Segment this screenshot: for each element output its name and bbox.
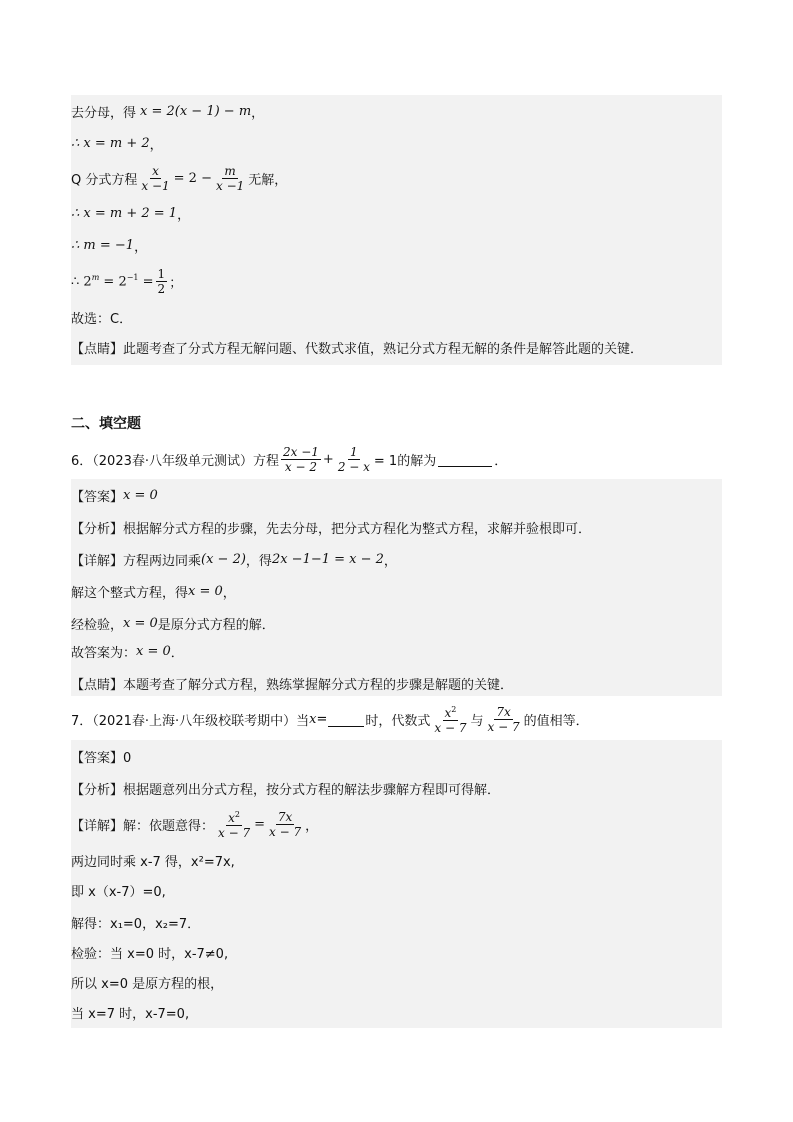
denominator: x − 7 — [269, 824, 302, 839]
q6-comment — [71, 667, 513, 699]
answer-blank — [438, 452, 492, 467]
numerator: 7x — [496, 704, 511, 719]
text: 当 x=7 时，x-7=0, — [71, 1006, 190, 1022]
fraction — [214, 164, 246, 193]
text: 即 x（x-7）=0, — [71, 884, 166, 900]
q7-line-3 — [71, 874, 166, 906]
numerator — [443, 703, 459, 721]
text: 两边同时乘 x-7 得，x²=7x, — [71, 854, 235, 870]
math-expression: x = 0 — [136, 643, 171, 659]
solution-line-5 — [71, 229, 147, 261]
denominator: x −1 — [215, 178, 245, 193]
text: 时，代数式 — [365, 713, 431, 729]
fraction — [156, 267, 168, 296]
base: ∴ 2 — [71, 274, 92, 290]
q7-line-2 — [71, 844, 235, 876]
q7-line-6 — [71, 966, 223, 998]
fraction — [432, 703, 468, 735]
denominator: x −1 — [141, 178, 170, 193]
numerator: 1 — [350, 444, 358, 459]
exponent: 2 — [451, 705, 457, 714]
exponent: m — [91, 272, 100, 282]
math-expression: ∴ x = m + 2 — [71, 135, 150, 151]
q7-line-7 — [71, 996, 189, 1028]
text: 经检验， — [71, 617, 124, 633]
exponent: 2 — [234, 810, 240, 819]
math-expression: 2x −1−1 = x − 2 — [271, 551, 384, 567]
math-expression: ∴ m = −1 — [71, 237, 135, 253]
math-expression: x = 0 — [123, 615, 158, 631]
text: 无解， — [248, 172, 288, 188]
label: 【答案】 — [71, 489, 124, 505]
punct: ． — [170, 645, 184, 661]
text: 【点睛】本题考查了解分式方程，熟练掌握解分式方程的步骤是解题的关键． — [71, 677, 514, 693]
solution-line-3 — [71, 159, 287, 197]
text: 故选：C． — [71, 311, 133, 327]
text: 【分析】根据题意列出分式方程，按分式方程的解法步骤解方程即可得解． — [71, 782, 501, 798]
equals: = — [316, 711, 328, 727]
text: 7．（2021春·上海·八年级校联考期中）当 — [71, 713, 310, 729]
text: 检验：当 x=0 时，x-7≠0, — [71, 946, 229, 962]
text: ，得 — [245, 553, 272, 569]
text: 解这个整式方程，得 — [71, 585, 189, 601]
operator: + — [322, 451, 334, 467]
solution-line-4 — [71, 197, 190, 229]
exponent: −1 — [126, 272, 139, 282]
text: 所以 x=0 是原方程的根， — [71, 976, 224, 992]
punct: ； — [169, 275, 183, 291]
q7-line-5 — [71, 936, 228, 968]
denominator: x − 7 — [434, 721, 467, 735]
variable: x — [309, 711, 317, 727]
text: 故答案为： — [71, 645, 137, 661]
fraction — [281, 445, 321, 474]
text: 去分母，得 — [71, 105, 137, 121]
math-expression: (x − 2) — [201, 551, 246, 567]
denominator: 2 — [157, 281, 166, 296]
solution-line-choice — [71, 301, 132, 333]
q6-analysis — [71, 511, 591, 543]
text: 【详解】方程两边同乘 — [71, 553, 202, 569]
numerator: m — [224, 163, 236, 178]
fraction — [336, 445, 372, 474]
math-expression: = 2 − — [173, 170, 212, 186]
text: = 1的解为 — [373, 453, 437, 469]
numerator: 2x −1 — [283, 444, 319, 459]
solution-comment — [71, 331, 643, 363]
q7-line-4 — [71, 906, 200, 938]
fraction — [267, 810, 303, 839]
text: 是原分式方程的解． — [157, 617, 275, 633]
q7-analysis — [71, 772, 500, 804]
text: 【分析】根据解分式方程的步骤，先去分母，把分式方程化为整式方程，求解并验根即可． — [71, 521, 592, 537]
fraction — [216, 808, 252, 840]
fraction — [139, 164, 171, 193]
denominator: 2 − x — [337, 459, 370, 474]
math-expression: x = 0 — [123, 487, 158, 503]
text: Q 分式方程 — [71, 172, 138, 188]
denominator: x − 7 — [218, 826, 251, 840]
q6-detail — [71, 543, 397, 575]
math-expression: x = 2(x − 1) − m — [140, 103, 252, 119]
punct: ， — [222, 585, 236, 601]
q7-answer — [71, 740, 131, 772]
solution-line-2 — [71, 127, 163, 159]
question-6-stem — [71, 440, 507, 478]
numerator: 7x — [277, 809, 293, 824]
equals: = — [138, 274, 154, 290]
q6-solve — [71, 575, 236, 607]
base: x — [444, 706, 452, 720]
denominator: x − 7 — [487, 719, 520, 734]
answer-blank — [328, 712, 364, 727]
text: 与 — [470, 713, 484, 729]
question-7-solution-block — [71, 740, 722, 1028]
punct: ， — [177, 207, 191, 223]
fraction — [486, 705, 522, 734]
base: x — [228, 811, 235, 825]
equals: = — [254, 816, 266, 832]
punct: ， — [383, 553, 397, 569]
text: 【详解】解：依题意得： — [71, 818, 215, 834]
punct: ， — [305, 818, 319, 834]
punct: ， — [251, 105, 265, 121]
solution-line-6 — [71, 261, 182, 301]
question-7-stem — [71, 699, 589, 739]
numerator: 1 — [157, 266, 166, 281]
text: 解得：x₁=0，x₂=7． — [71, 916, 201, 932]
text: 的值相等． — [523, 713, 589, 729]
question-6-solution-block — [71, 479, 722, 696]
punct: ， — [134, 239, 148, 255]
math-expression: ∴ x = m + 2 = 1 — [71, 205, 178, 221]
q6-answer — [71, 479, 158, 511]
q7-detail — [71, 804, 318, 844]
denominator: x − 2 — [284, 459, 317, 474]
q6-final — [71, 635, 184, 667]
numerator — [226, 808, 242, 826]
solution-line-1 — [71, 95, 264, 127]
previous-solution-block — [71, 95, 722, 365]
punct: ， — [149, 137, 163, 153]
section-title: 二、填空题 — [71, 416, 141, 432]
numerator: x — [152, 163, 159, 178]
text: 6．（2023春·八年级单元测试）方程 — [71, 453, 279, 469]
math-expression: x = 0 — [188, 583, 223, 599]
math-expression — [71, 273, 154, 289]
base: = 2 — [99, 274, 127, 290]
punct: ． — [494, 453, 508, 469]
text: 【点睛】此题考查了分式方程无解问题、代数式求值，熟记分式方程无解的条件是解答此题的关键． — [71, 341, 644, 357]
text: 【答案】0 — [71, 750, 132, 766]
